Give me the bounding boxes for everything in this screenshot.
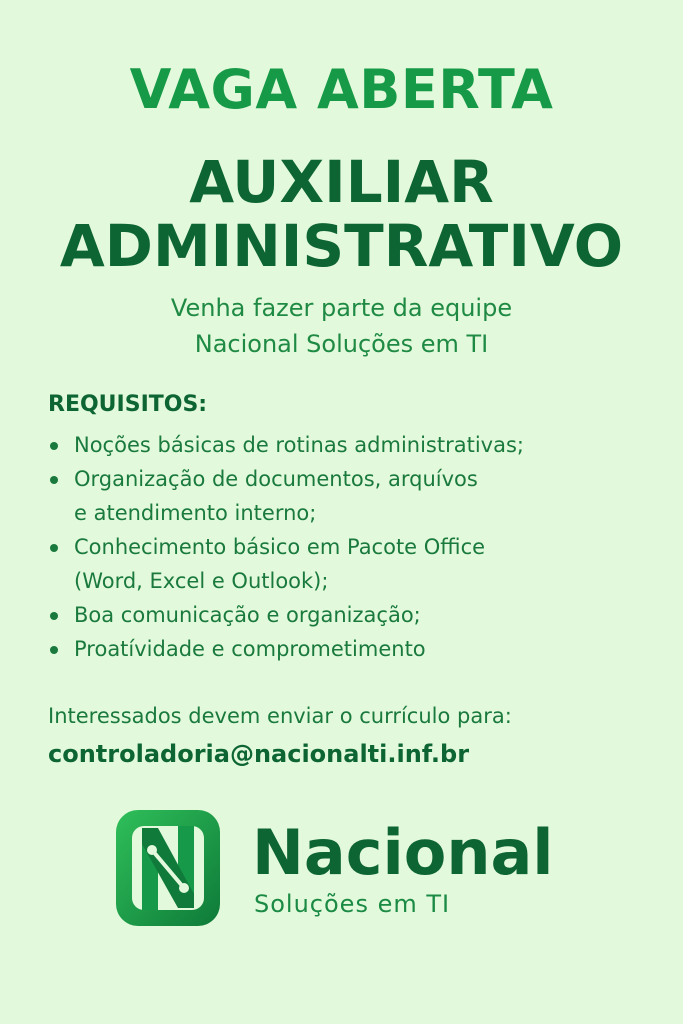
requirement-text-continued: e atendimento interno; [74,501,317,525]
requirement-item [48,632,648,666]
subtitle-line1: Venha fazer parte da equipe [170,294,513,322]
requirement-item [48,530,648,598]
bullet-icon [50,612,58,620]
requirement-text: Boa comunicação e organização; [74,603,421,627]
requirement-text-continued: (Word, Excel e Outlook); [74,569,329,593]
subtitle [0,290,683,362]
headline-vaga-aberta: VAGA ABERTA [129,58,554,121]
company-logo [112,806,572,930]
contact-label: Interessados devem enviar o currículo para: [48,704,512,728]
requirement-item [48,428,648,462]
requirement-text: Organização de documentos, arquívos [74,467,478,491]
bullet-icon [50,646,58,654]
requirement-text: Conhecimento básico em Pacote Office [74,535,486,559]
letter-n-circuit-icon [112,806,224,930]
job-title-line2: ADMINISTRATIVO [59,212,624,280]
bullet-icon [50,544,58,552]
bullet-icon [50,442,58,450]
requirement-text: Proatívidade e comprometimento [74,637,426,661]
subtitle-line2: Nacional Soluções em TI [194,330,489,358]
logo-name: Nacional [252,816,554,889]
job-title [0,150,683,278]
requirement-item [48,462,648,530]
job-title-line1: AUXILIAR [189,148,494,216]
requirements-title: REQUISITOS: [48,392,208,417]
requirement-item [48,598,648,632]
requirements-list [48,428,648,666]
requirement-text: Noções básicas de rotinas administrativas; [74,433,524,457]
logo-tagline: Soluções em TI [254,890,451,918]
bullet-icon [50,476,58,484]
contact-email[interactable]: controladoria@nacionalti.inf.br [48,740,470,768]
